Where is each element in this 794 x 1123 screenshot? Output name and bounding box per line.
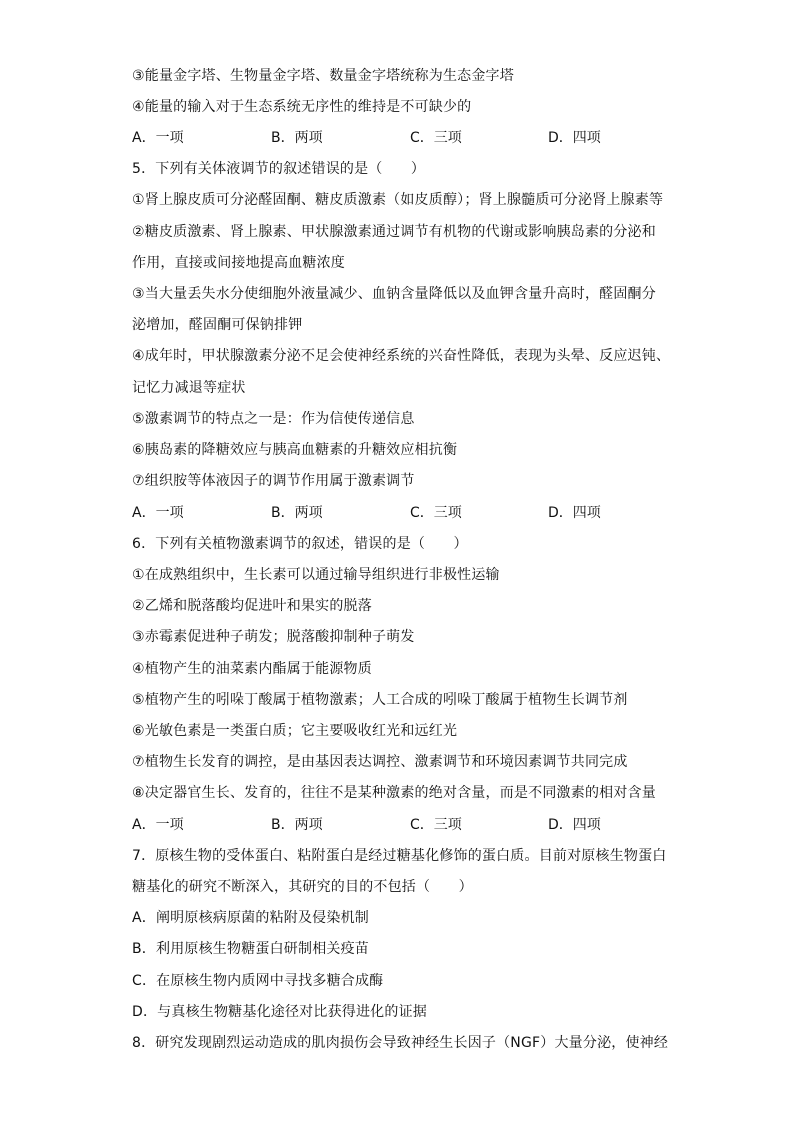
q8-stem-line-1: 8．研究发现剧烈运动造成的肌肉损伤会导致神经生长因子（NGF）大量分泌，使神经 <box>132 1035 669 1051</box>
q6-statement-4: ④植物产生的油菜素内酯属于能源物质 <box>132 661 372 677</box>
q5-statement-7: ⑦组织胺等体液因子的调节作用属于激素调节 <box>132 473 415 489</box>
q5-option-a: A．一项 <box>132 505 184 521</box>
q4-statement-3: ③能量金字塔、生物量金字塔、数量金字塔统称为生态金字塔 <box>132 68 514 84</box>
q6-statement-8: ⑧决定器官生长、发育的，往往不是某种激素的绝对含量，而是不同激素的相对含量 <box>132 785 656 801</box>
q7-option-c: C．在原核生物内质网中寻找多糖合成酶 <box>132 973 384 989</box>
q5-stem: 5．下列有关体液调节的叙述错误的是（ ） <box>132 161 426 177</box>
q7-stem-line-2: 糖基化的研究不断深入，其研究的目的不包括（ ） <box>132 879 473 895</box>
q5-statement-6: ⑥胰岛素的降糖效应与胰高血糖素的升糖效应相抗衡 <box>132 442 458 458</box>
q5-option-c: C．三项 <box>410 505 462 521</box>
q6-statement-6: ⑥光敏色素是一类蛋白质；它主要吸收红光和远红光 <box>132 723 458 739</box>
q5-statement-3-line-2: 泌增加，醛固酮可保钠排钾 <box>132 317 303 333</box>
q5-statement-1: ①肾上腺皮质可分泌醛固酮、糖皮质激素（如皮质醇）；肾上腺髓质可分泌肾上腺素等 <box>132 192 664 208</box>
q6-stem: 6．下列有关植物激素调节的叙述，错误的是（ ） <box>132 536 468 552</box>
q5-statement-2-line-2: 作用，直接或间接地提高血糖浓度 <box>132 255 345 271</box>
q5-options <box>132 503 692 523</box>
q7-option-a: A．阐明原核病原菌的粘附及侵染机制 <box>132 910 369 926</box>
q4-option-d: D．四项 <box>548 130 601 146</box>
q4-option-c: C．三项 <box>410 130 462 146</box>
q4-option-a: A．一项 <box>132 130 184 146</box>
q5-option-d: D．四项 <box>548 505 601 521</box>
q6-option-b: B．两项 <box>271 817 323 833</box>
q5-statement-3-line-1: ③当大量丢失水分使细胞外液量减少、血钠含量降低以及血钾含量升高时，醛固酮分 <box>132 286 656 302</box>
q5-statement-4-line-2: 记忆力减退等症状 <box>132 380 246 396</box>
q6-option-a: A．一项 <box>132 817 184 833</box>
q7-option-b: B．利用原核生物糖蛋白研制相关疫苗 <box>132 941 370 957</box>
q6-statement-3: ③赤霉素促进种子萌发；脱落酸抑制种子萌发 <box>132 629 415 645</box>
q6-statement-7: ⑦植物生长发育的调控，是由基因表达调控、激素调节和环境因素调节共同完成 <box>132 754 628 770</box>
q4-statement-4: ④能量的输入对于生态系统无序性的维持是不可缺少的 <box>132 99 472 115</box>
q5-statement-5: ⑤激素调节的特点之一是：作为信使传递信息 <box>132 411 415 427</box>
q4-options <box>132 128 692 148</box>
q6-options <box>132 815 692 835</box>
q6-option-c: C．三项 <box>410 817 462 833</box>
q6-statement-1: ①在成熟组织中，生长素可以通过输导组织进行非极性运输 <box>132 567 500 583</box>
q5-statement-4-line-1: ④成年时，甲状腺激素分泌不足会使神经系统的兴奋性降低，表现为头晕、反应迟钝、 <box>132 348 671 364</box>
q6-statement-5: ⑤植物产生的吲哚丁酸属于植物激素；人工合成的吲哚丁酸属于植物生长调节剂 <box>132 692 628 708</box>
q6-option-d: D．四项 <box>548 817 601 833</box>
q6-statement-2: ②乙烯和脱落酸均促进叶和果实的脱落 <box>132 598 372 614</box>
q7-option-d: D．与真核生物糖基化途径对比获得进化的证据 <box>132 1004 427 1020</box>
q4-option-b: B．两项 <box>271 130 323 146</box>
q7-stem-line-1: 7．原核生物的受体蛋白、粘附蛋白是经过糖基化修饰的蛋白质。目前对原核生物蛋白 <box>132 848 667 864</box>
q5-statement-2-line-1: ②糖皮质激素、肾上腺素、甲状腺激素通过调节有机物的代谢或影响胰岛素的分泌和 <box>132 224 656 240</box>
q5-option-b: B．两项 <box>271 505 323 521</box>
